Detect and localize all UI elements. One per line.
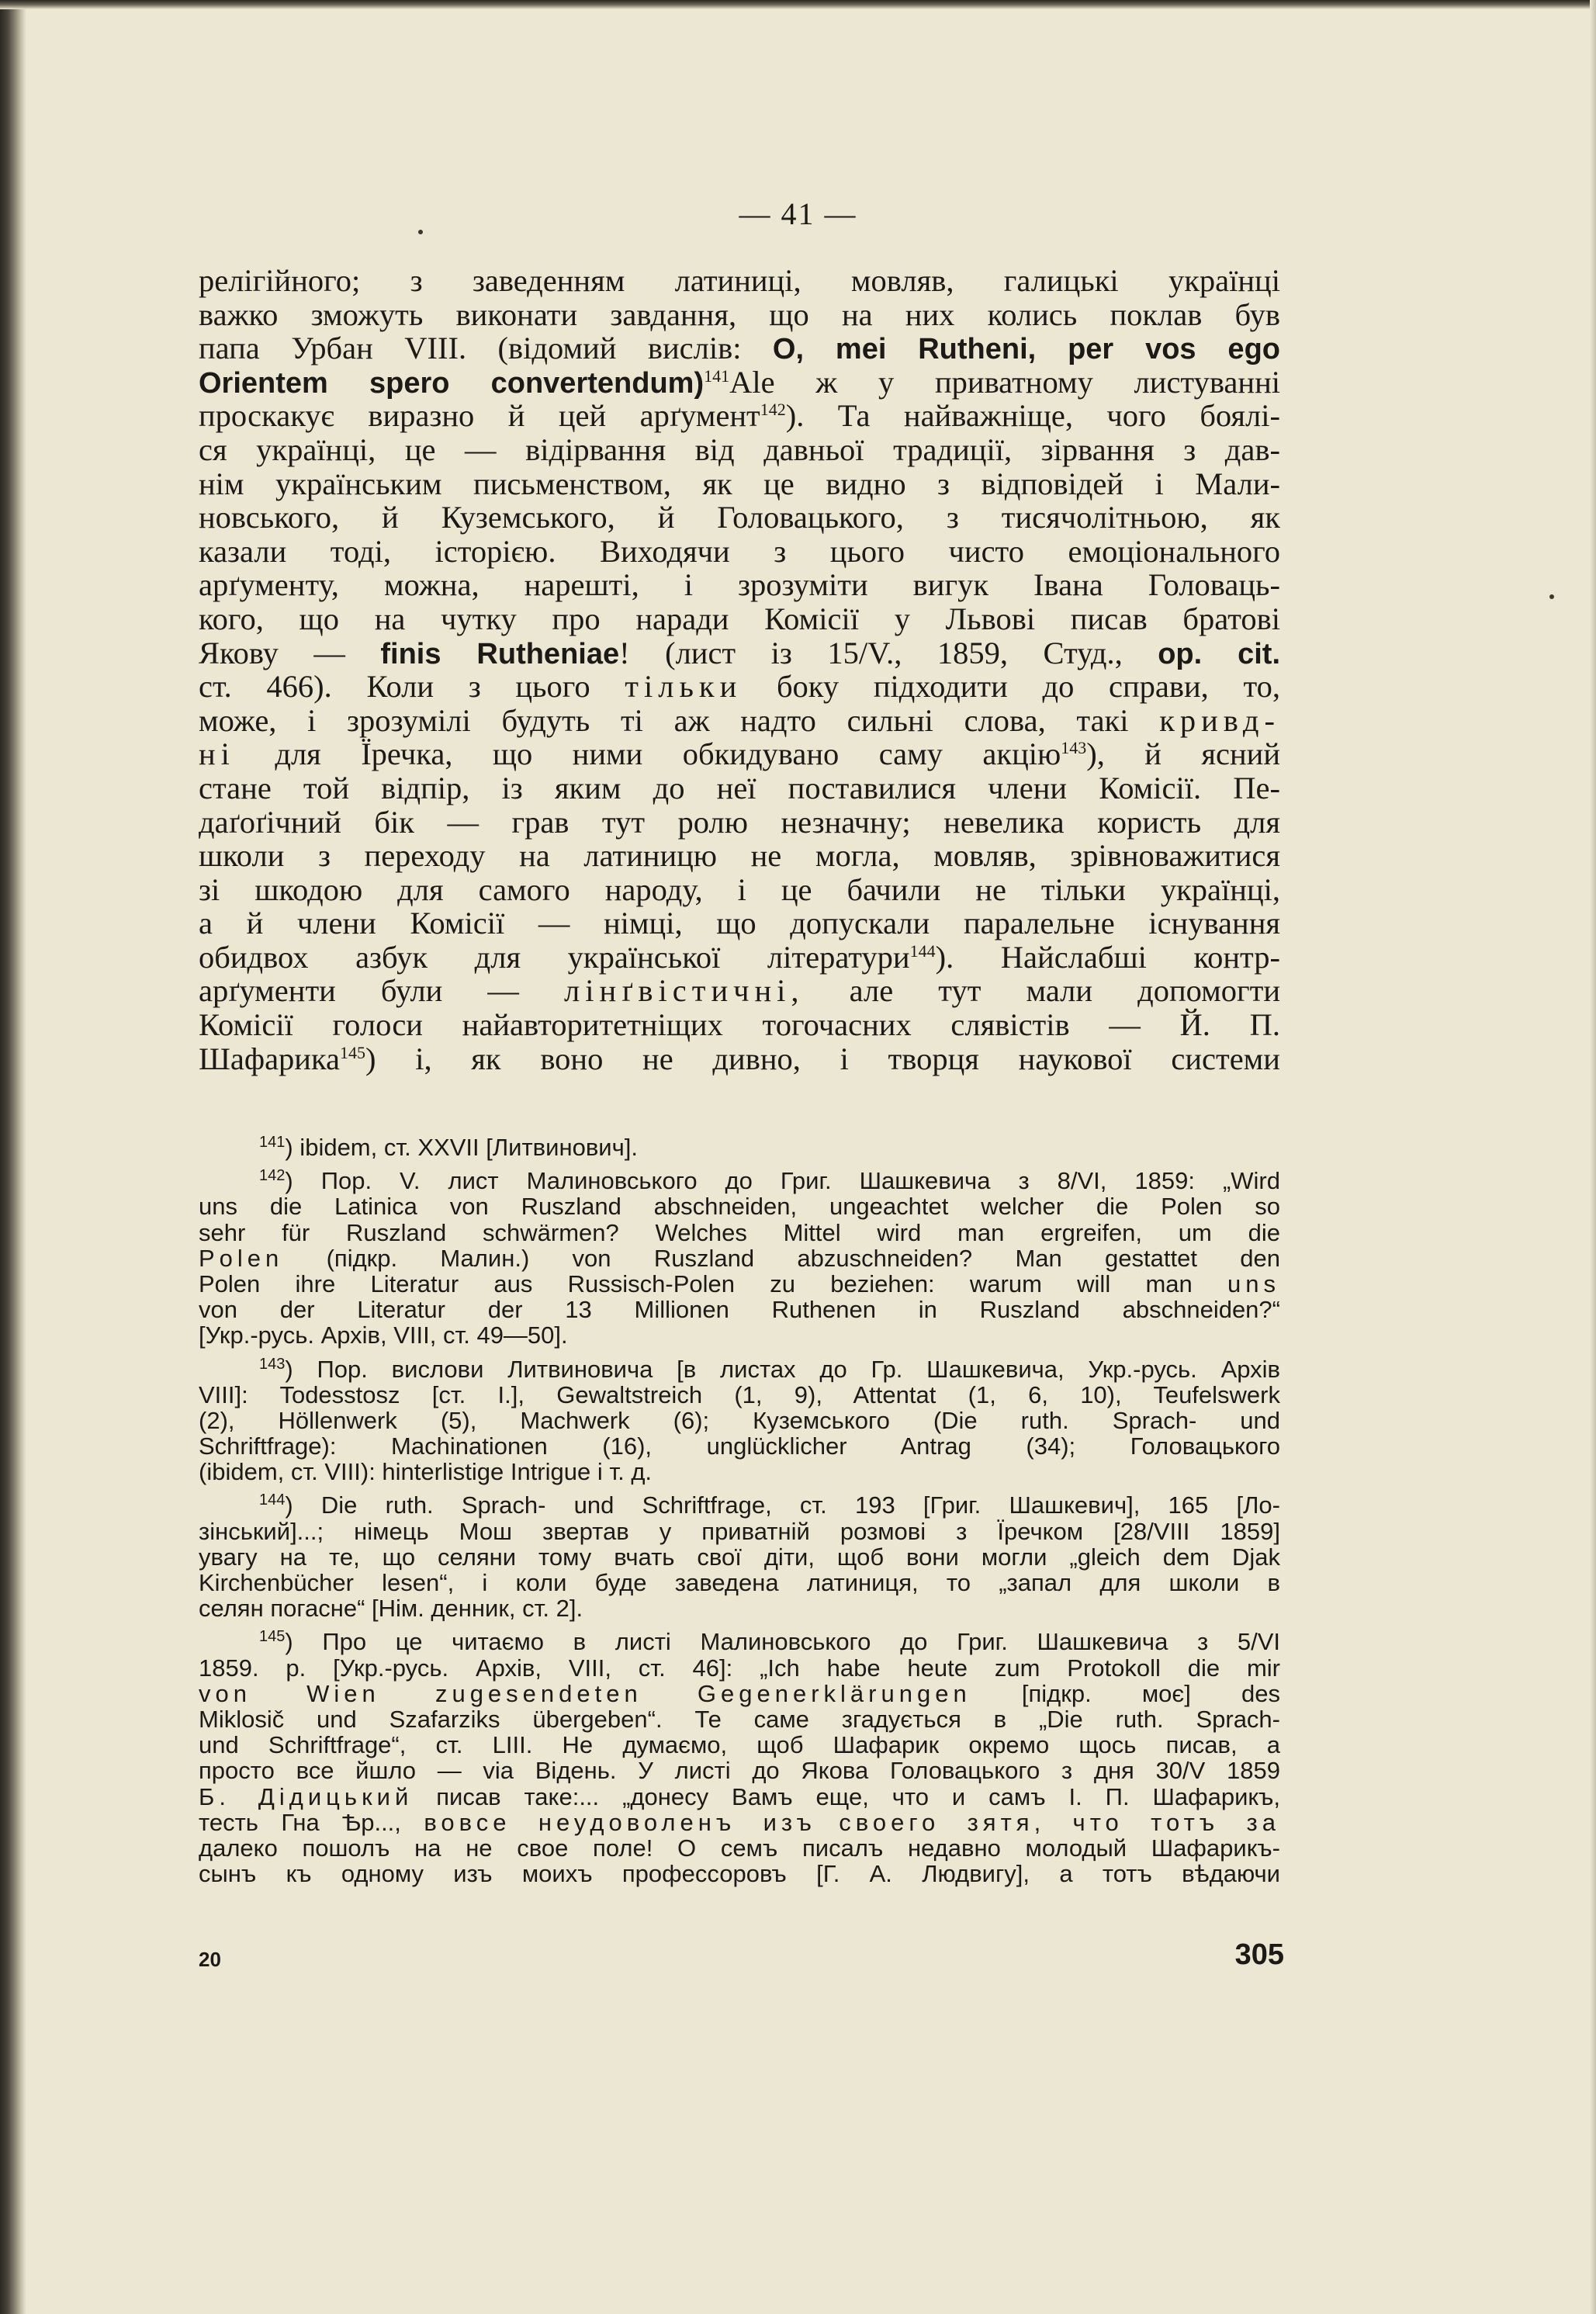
text-line: може, і зрозумілі будуть ті аж надто сильні слова, такі кривд- (199, 702, 1280, 738)
text-line: релігійного; з заведенням латиниці, мовляв, галицькі українці (199, 263, 1280, 298)
footnote-mark: 145 (259, 1628, 286, 1646)
page-number-footer: 305 (1234, 1938, 1284, 1971)
emphasis-spaced: ні (199, 736, 235, 772)
emphasis-spaced: Б. Дідицький (199, 1782, 414, 1810)
signature-mark: 20 (199, 1948, 221, 1971)
footnote-mark: 141 (259, 1134, 286, 1151)
footnote-143: $^{143}$) Пор. вислови Литвиновича [в листах до Гр. Шашкевича, Укр.-русь. Архів VIII]: Todesstosz [ст. I.], Gewaltstreich (1, 9), Attentat (1, 6, 10), Teufelswerk (2), Höllenwerk (5), Machwerk (6); Куземського (Die ruth. Sprach- und Schriftfrage): Machinationen (16), unglücklicher Antrag (34); Головацького (ibidem, ст. VIII): hinterlistige Intrigue і т. д. (199, 1355, 1280, 1486)
footnotes-block (199, 1134, 1280, 1894)
emphasis-spaced: тільки (625, 669, 743, 705)
footnote-ref: 145 (340, 1042, 366, 1062)
page-number-header: — 41 — (739, 196, 857, 231)
footnote-145: $^{145}$) Про це читаємо в листі Малиновського до Григ. Шашкевича з 5/VI 1859. р. [Укр.-русь. Архів, VIII, ст. 46]: „Ich habe heute zum Protokoll die mir von Wien zugesendeten Gegenerklärungen [підкр. моє] des Miklosič und Szafarziks übergeben“. Те саме згадується в „Die ruth. Sprach- und Schriftfrage“, ст. LIII. Не думаємо, щоб Шафарик окремо щось писав, а просто все йшло — via Відень. У листі до Якова Головацького з дня 30/V 1859 Б. Дідицький писав таке:... „донесу Вамъ еще, что и самъ І. П. Шафарикъ, тесть Гна Ѣр..., вовсе неудоволенъ изъ своего зятя, что тотъ за далеко пошолъ на не свое поле! О семъ писалъ недавно молодый Шафарикъ- сынъ къ одному изъ моихъ профессоровъ [Г. А. Людвигу], а тотъ вѣдаючи (199, 1628, 1280, 1888)
footnote-ref: 144 (909, 940, 936, 961)
footnote-144: $^{144}$) Die ruth. Sprach- und Schriftfrage, ст. 193 [Григ. Шашкевич], 165 [Ло- зінський]...; німець Мош звертав у приватній розмові з Їречком [28/VIII 1859] увагу на те, що селяни тому вчать свої діти, щоб вони могли „gleich dem Djak Kirchenbücher lesen“, і коли буде заведена латиниця, то „запал для школи в селян погасне“ [Нім. денник, ст. 2]. (199, 1491, 1280, 1623)
text-line: важко зможуть виконати завдання, що на них колись поклав був (199, 296, 1280, 332)
text-line: а й члени Комісії — німці, що допускали паралельне існування (199, 906, 1280, 941)
emphasis-spaced: лінґвістичні, (564, 973, 805, 1009)
footnote-141: $^{141}$) ibidem, ст. XXVII [Литвинович]. (259, 1134, 638, 1161)
text-line: новського, й Куземського, й Головацького, з тисячолітньою, як (199, 500, 1280, 535)
text-line: даґоґічний бік — грав тут ролю незначну; невелика користь для (199, 804, 1280, 840)
text-line: школи з переходу на латиницю не могла, мовляв, зрівноважитися (199, 838, 1280, 874)
footnote-mark: 144 (259, 1491, 286, 1509)
footnote-ref: 143 (1061, 738, 1087, 758)
ink-speck (1549, 594, 1554, 599)
latin-quote: O, mei Rutheni, per vos ego (772, 333, 1280, 366)
text-line: Шафарика$^{145}$) і, як воно не дивно, і творця наукової системи (199, 1041, 1280, 1076)
text-line: Якову — finis Rutheniae! (лист із 15/V., 1859, Студ., op. cit. (199, 635, 1281, 670)
emphasis-spaced: кривд- (1159, 702, 1280, 738)
text-line: зі шкодою для самого народу, і це бачили не тільки українці, (199, 871, 1280, 907)
text-line: обидвох азбук для української літератури$^{144}$). Найслабші контр- (199, 939, 1280, 975)
footnote-ref: 142 (760, 400, 786, 420)
latin-phrase: finis Rutheniae (380, 637, 620, 670)
footnote-mark: 143 (259, 1355, 286, 1373)
main-text-block (199, 264, 1280, 1076)
footnote-142: $^{142}$) Пор. V. лист Малиновського до Григ. Шашкевича з 8/VI, 1859: „Wird uns die Latinica von Ruszland abschneiden, ungeachtet welcher die Polen so sehr für Ruszland schwärmen? Welches Mittel wird man ergreifen, um die Polen (підкр. Малин.) von Ruszland abzuschneiden? Man gestattet den Polen ihre Literatur aus Russisch-Polen zu beziehen: warum will man uns von der Literatur der 13 Millionen Ruthenen in Ruszland abschneiden?“ [Укр.-русь. Архів, VIII, ст. 49—50]. (199, 1167, 1280, 1349)
emphasis-spaced: Polen (199, 1244, 284, 1272)
page-edge-shadow-top (0, 0, 1596, 9)
text-line: ст. 466). Коли з цього тільки боку підходити до справи, то, (199, 669, 1280, 705)
text-line: казали тоді, історією. Виходячи з цього чисто емоціонального (199, 533, 1280, 569)
emphasis-spaced: uns (1227, 1270, 1280, 1297)
footnote-mark: 142 (259, 1167, 286, 1185)
ink-speck (418, 230, 423, 234)
text-line: папа Урбан VIII. (відомий вислів: O, mei Rutheni, per vos ego (199, 331, 1280, 366)
text-line: ні для Їречка, що ними обкидувано саму акцію$^{143}$), й ясний (199, 736, 1280, 772)
text-line: нім українським письменством, як це видно з відповідей і Мали- (199, 466, 1280, 501)
page-edge-shadow-left (0, 0, 26, 2314)
emphasis-spaced: вовсе неудоволенъ изъ (424, 1808, 816, 1836)
text-line: стане той відпір, із яким до неї поставилися члени Комісії. Пе- (199, 770, 1280, 805)
emphasis-spaced: von Wien zugesendeten Gegenerklärungen (199, 1679, 971, 1707)
text-line: арґументи були — лінґвістичні, але тут мали допомогти (199, 973, 1281, 1009)
text-line: Orientem spero convertendum)$^{141}$Alе ж у приватному листуванні (199, 364, 1280, 400)
text-line: ся українці, це — відірвання від давньої традиції, зірвання з дав- (199, 431, 1280, 467)
text-line: кого, що на чутку про наради Комісії у Львові писав братові (199, 601, 1280, 636)
footnote-ref: 141 (704, 365, 730, 386)
text-line: арґументу, можна, нарешті, і зрозуміти вигук Івана Головаць- (199, 567, 1280, 603)
text-line: Комісії голоси найавторитетніщих тогочасних слявістів — Й. П. (199, 1007, 1280, 1043)
text-line: проскакує виразно й цей арґумент$^{142}$). Та найважніще, чого боялі- (199, 398, 1280, 434)
page-edge-shadow-right (1590, 0, 1596, 2314)
